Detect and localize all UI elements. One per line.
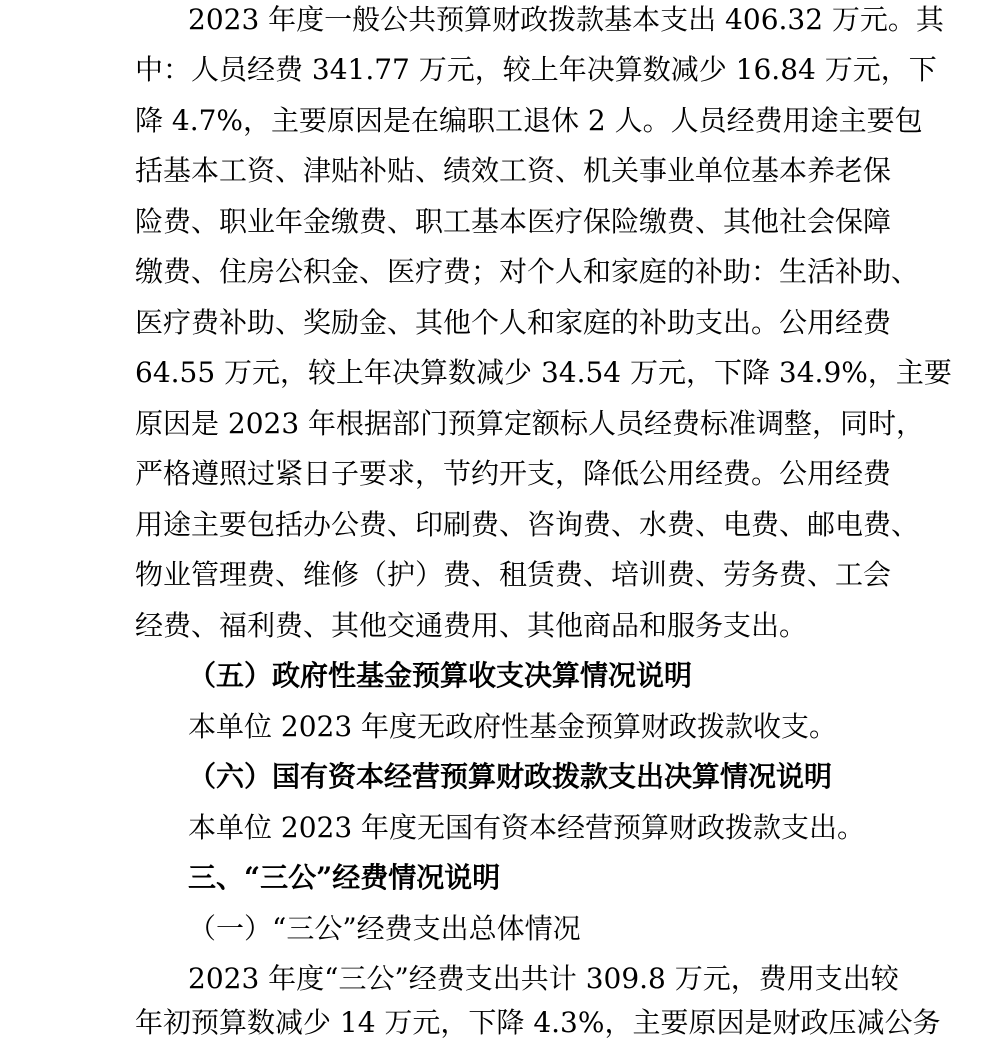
paragraph-1-line-5: 险费、职业年金缴费、职工基本医疗保险缴费、其他社会保障	[135, 205, 892, 238]
section-5-heading: （五）政府性基金预算收支决算情况说明	[188, 659, 693, 692]
paragraph-1-line-8: 64.55 万元，较上年决算数减少 34.54 万元，下降 34.9%，主要	[135, 356, 952, 389]
paragraph-1-line-9: 原因是 2023 年根据部门预算定额标人员经费标准调整，同时，	[135, 407, 925, 440]
chapter-3-heading: 三、“三公”经费情况说明	[188, 861, 501, 894]
section-6-heading: （六）国有资本经营预算财政拨款支出决算情况说明	[188, 760, 833, 793]
paragraph-1-line-7: 医疗费补助、奖励金、其他个人和家庭的补助支出。公用经费	[135, 306, 892, 339]
section-6-text: 本单位 2023 年度无国有资本经营预算财政拨款支出。	[188, 811, 866, 844]
paragraph-1-line-11: 用途主要包括办公费、印刷费、咨询费、水费、电费、邮电费、	[135, 508, 920, 541]
paragraph-1-line-10: 严格遵照过紧日子要求，节约开支，降低公用经费。公用经费	[135, 457, 892, 490]
section-5-text: 本单位 2023 年度无政府性基金预算财政拨款收支。	[188, 710, 838, 743]
paragraph-1-line-3: 降 4.7%，主要原因是在编职工退休 2 人。人员经费用途主要包	[135, 104, 923, 137]
paragraph-1-line-2: 中：人员经费 341.77 万元，较上年决算数减少 16.84 万元，下	[135, 53, 937, 86]
paragraph-1-line-13: 经费、福利费、其他交通费用、其他商品和服务支出。	[135, 609, 808, 642]
paragraph-1-line-4: 括基本工资、津贴补贴、绩效工资、机关事业单位基本养老保	[135, 154, 892, 187]
last-paragraph-line-2: 年初预算数减少 14 万元，下降 4.3%，主要原因是财政压减公务	[135, 1006, 941, 1039]
sub-1-heading: （一）“三公”经费支出总体情况	[188, 912, 581, 945]
paragraph-1-line-6: 缴费、住房公积金、医疗费；对个人和家庭的补助：生活补助、	[135, 255, 920, 288]
last-paragraph-line-1: 2023 年度“三公”经费支出共计 309.8 万元，费用支出较	[188, 962, 899, 995]
paragraph-1-line-1: 2023 年度一般公共预算财政拨款基本支出 406.32 万元。其	[188, 3, 944, 36]
paragraph-1-line-12: 物业管理费、维修（护）费、租赁费、培训费、劳务费、工会	[135, 558, 892, 591]
